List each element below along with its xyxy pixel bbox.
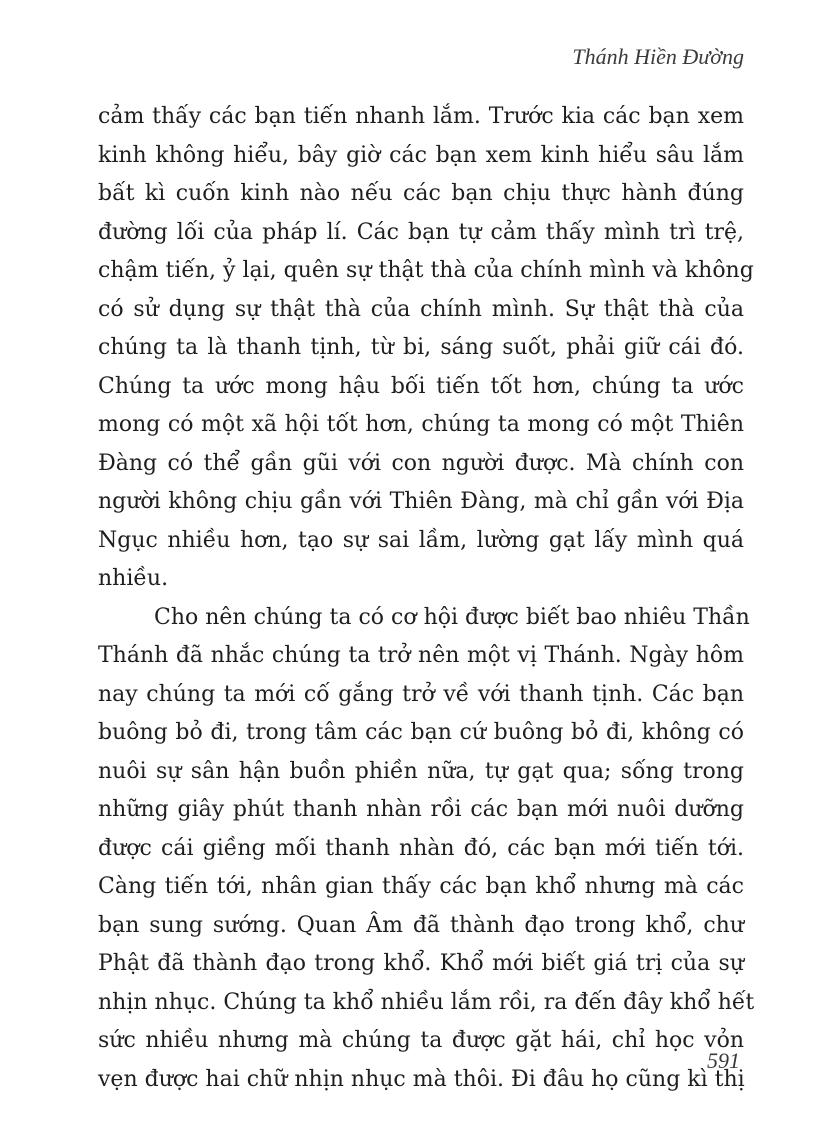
text-line: Đàng có thể gần gũi với con người được. Mà chính con xyxy=(98,450,744,476)
text-line: Chúng ta ước mong hậu bối tiến tốt hơn, chúng ta ước xyxy=(98,373,744,399)
text-line: Ngục nhiều hơn, tạo sự sai lầm, lường gạt lấy mình quá xyxy=(98,527,744,553)
text-line: vẹn được hai chữ nhịn nhục mà thôi. Đi đâu họ cũng kì thị xyxy=(98,1066,745,1092)
text-line: nay chúng ta mới cố gắng trở về với thanh tịnh. Các bạn xyxy=(98,681,744,707)
text-line: chúng ta là thanh tịnh, từ bi, sáng suốt, phải giữ cái đó. xyxy=(98,335,744,360)
paragraph-1 xyxy=(98,98,754,599)
text-line: Thánh đã nhắc chúng ta trở nên một vị Thánh. Ngày hôm xyxy=(98,643,744,668)
text-line: Cho nên chúng ta có cơ hội được biết bao nhiêu Thần xyxy=(154,604,750,630)
text-line: mong có một xã hội tốt hơn, chúng ta mong có một Thiên xyxy=(98,412,744,437)
text-line: nuôi sự sân hận buồn phiền nữa, tự gạt qua; sống trong xyxy=(98,758,744,784)
text-line: nhịn nhục. Chúng ta khổ nhiều lắm rồi, ra đến đây khổ hết xyxy=(98,989,755,1015)
text-line: những giây phút thanh nhàn rồi các bạn mới nuôi dưỡng xyxy=(98,797,744,822)
text-line: chậm tiến, ỷ lại, quên sự thật thà của chính mình và không xyxy=(98,258,754,283)
text-line: Càng tiến tới, nhân gian thấy các bạn khổ nhưng mà các xyxy=(98,874,744,899)
text-line: Phật đã thành đạo trong khổ. Khổ mới biết giá trị của sự xyxy=(98,951,744,976)
text-line: được cái giềng mối thanh nhàn đó, các bạn mới tiến tới. xyxy=(98,835,744,861)
text-line: có sử dụng sự thật thà của chính mình. Sự thật thà của xyxy=(98,296,744,322)
text-line: kinh không hiểu, bây giờ các bạn xem kinh hiểu sâu lắm xyxy=(98,142,744,168)
paragraph-2 xyxy=(98,599,755,1100)
text-line: cảm thấy các bạn tiến nhanh lắm. Trước kia các bạn xem xyxy=(98,104,744,129)
text-line: bất kì cuốn kinh nào nếu các bạn chịu thực hành đúng xyxy=(98,181,744,206)
text-line: buông bỏ đi, trong tâm các bạn cứ buông bỏ đi, không có xyxy=(98,720,744,745)
text-line: sức nhiều nhưng mà chúng ta được gặt hái, chỉ học vỏn xyxy=(98,1028,744,1053)
text-line: đường lối của pháp lí. Các bạn tự cảm thấy mình trì trệ, xyxy=(98,219,744,245)
text-line: người không chịu gần với Thiên Đàng, mà chỉ gần với Địa xyxy=(98,489,744,514)
text-line: bạn sung sướng. Quan Âm đã thành đạo trong khổ, chư xyxy=(98,912,744,938)
body-text xyxy=(98,98,755,1099)
running-header: Thánh Hiền Đường xyxy=(572,44,744,69)
text-line: nhiều. xyxy=(98,566,169,591)
page-number: 591 xyxy=(707,1048,740,1073)
